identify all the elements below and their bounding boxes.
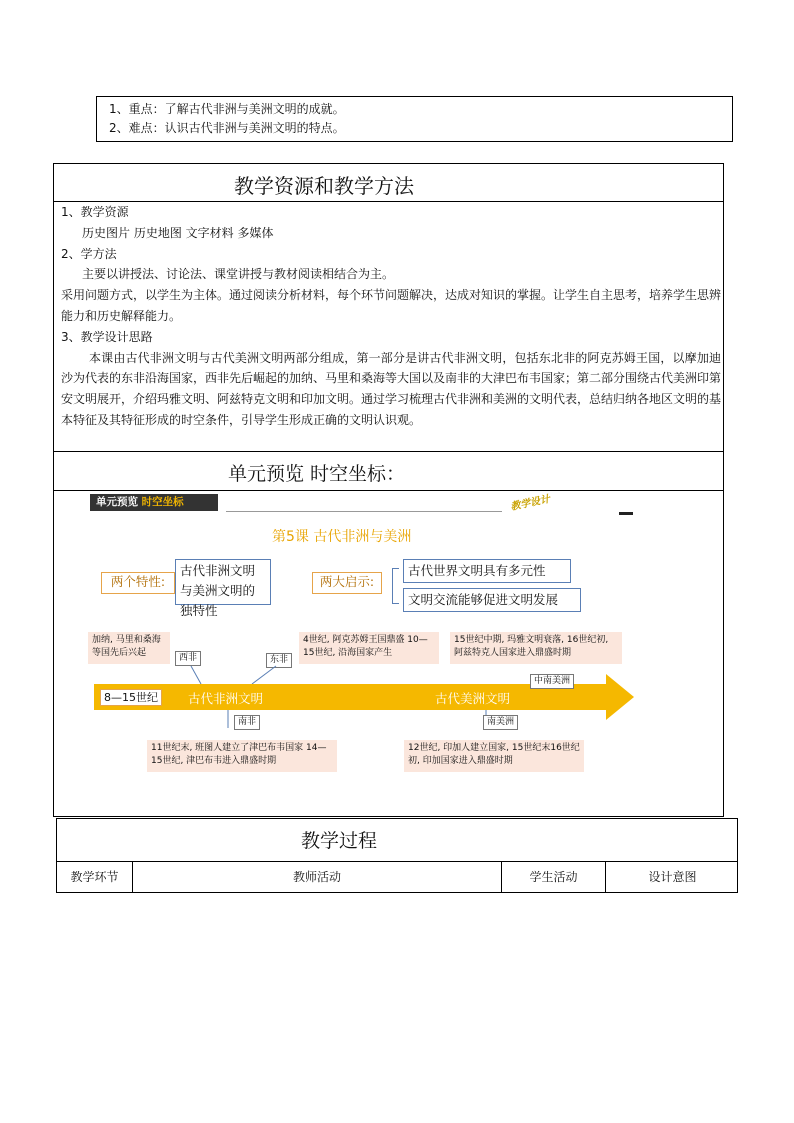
section-3-title: 3、教学设计思路 (61, 329, 153, 344)
insight-1: 古代世界文明具有多元性 (403, 559, 571, 583)
section-2-body-1: 主要以讲授法、讨论法、课堂讲授与教材阅读相结合为主。 (82, 267, 395, 282)
inca-note: 12世纪, 印加人建立国家, 15世纪末16世纪初, 印加国家进入鼎盛时期 (404, 740, 584, 772)
east-africa-note: 4世纪, 阿克苏姆王国鼎盛 10—15世纪, 沿海国家产生 (299, 632, 439, 664)
process-header (57, 819, 737, 862)
section-2-body-2: 采用问题方式，以学生为主体。通过阅读分析材料，每个环节问题解决，达成对知识的掌握。让学生自主思考，培养学生思辨能力和历史解释能力。 (61, 288, 722, 323)
objective-key-point: 1、重点：了解古代非洲与美洲文明的成就。 (109, 102, 345, 116)
zimbabwe-note: 11世纪末, 班图人建立了津巴布韦国家 14—15世纪, 津巴布韦进入鼎盛时期 (147, 740, 337, 772)
slide-tag-b: 时空坐标 (141, 496, 184, 508)
col-stage: 教学环节 (57, 862, 133, 893)
south-africa-label: 南非 (234, 715, 260, 730)
west-africa-note: 加纳, 马里和桑海等国先后兴起 (88, 632, 170, 664)
west-africa-label: 西非 (175, 651, 201, 666)
central-america-label: 中南美洲 (530, 674, 574, 689)
unit-preview-slide (54, 490, 723, 817)
section-1-title: 1、教学资源 (61, 205, 129, 219)
period-label: 8—15世纪 (100, 689, 162, 706)
timeline-arrow-head (606, 674, 634, 720)
south-america-label: 南美洲 (483, 715, 518, 730)
unit-preview-header (54, 451, 723, 491)
teaching-process-table (56, 818, 738, 893)
america-civilization-label: 古代美洲文明 (435, 691, 511, 706)
insights-label: 两大启示: (312, 572, 382, 594)
lesson-title: 第5课 古代非洲与美洲 (272, 529, 412, 545)
objectives-box (96, 96, 733, 142)
section-1-body: 历史图片 历史地图 文字材料 多媒体 (82, 225, 274, 240)
resources-header (54, 164, 723, 202)
africa-civilization-label: 古代非洲文明 (188, 691, 264, 706)
col-teacher-activity: 教师活动 (133, 862, 502, 893)
insight-2: 文明交流能够促进文明发展 (403, 588, 581, 612)
resources-section (53, 163, 724, 817)
traits-label: 两个特性: (101, 572, 175, 594)
section-2-title: 2、学方法 (61, 246, 117, 261)
process-heading: 教学过程 (301, 830, 378, 852)
unit-preview-heading: 单元预览 时空坐标： (228, 463, 406, 485)
section-3-body: 本课由古代非洲文明与古代美洲文明两部分组成，第一部分是讲古代非洲文明，包括东北非的阿克苏姆王国，以摩加迪沙为代表的东非沿海国家，西非先后崛起的加纳、马里和桑海等大国以及南非的大津巴布韦国家；第二部分围绕古代美洲印第安文明展开，介绍玛雅文明、阿兹特克文明和印加文明。通过学习梳理古代非洲和美洲的文明代表，总结归纳各地区文明的基本特征及其特征形成的时空条件，引导学生形成正确的文明认识观。 (61, 350, 722, 427)
traits-box: 古代非洲文明与美洲文明的独特性 (175, 559, 271, 605)
col-design-intent: 设计意图 (648, 870, 697, 884)
objective-difficulty: 2、难点：认识古代非洲与美洲文明的特点。 (109, 121, 345, 135)
col-student-activity: 学生活动 (502, 862, 606, 893)
resources-body (61, 202, 721, 431)
slide-stamp: 教学设计 (509, 493, 552, 513)
slide-tag-a: 单元预览 (96, 496, 138, 508)
east-africa-label: 东非 (266, 653, 292, 668)
resources-heading: 教学资源和教学方法 (234, 174, 414, 198)
maya-aztec-note: 15世纪中期, 玛雅文明衰落, 16世纪初, 阿兹特克人国家进入鼎盛时期 (450, 632, 622, 664)
